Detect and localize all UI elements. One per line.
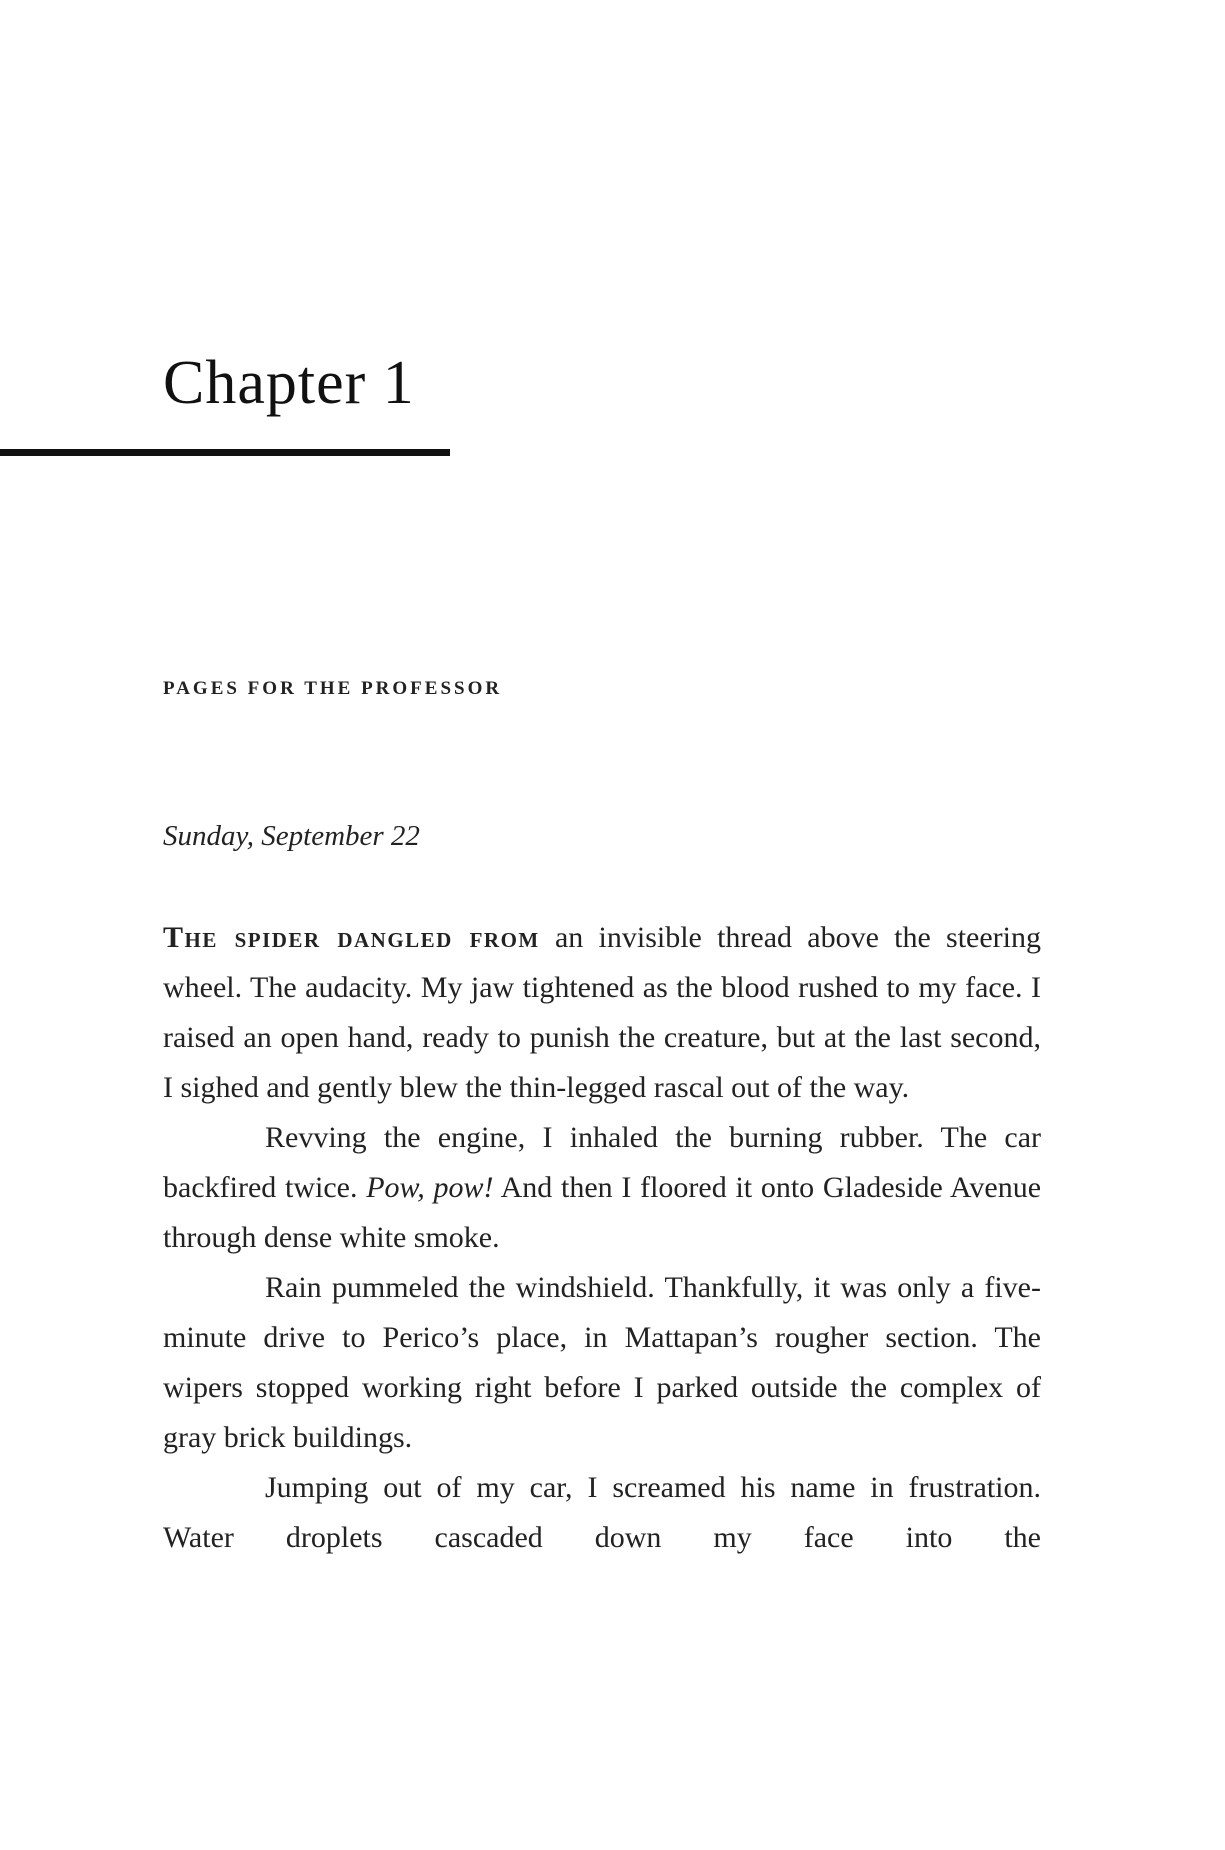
lead-in: The spider dangled from: [163, 921, 540, 954]
paragraph-2-text-after: And then I floored it onto Gladeside Avenue through dense white smoke.: [163, 1171, 1042, 1254]
paragraph-3: Rain pummeled the windshield. Thankfully, it was only a five-minute drive to Perico’s place, in Mattapan’s rougher section. The wipers stopped working right before I parked outside the complex of gray brick buildings.: [163, 1271, 1041, 1454]
paragraph-2: [163, 1113, 1041, 1263]
paragraph-1-text: an invisible thread above the steering wheel. The audacity. My jaw tightened as the blood rushed to my face. I raised an open hand, ready to punish the creature, but at the last second, I sighed and gently blew the thin-legged rascal out of the way.: [163, 921, 1041, 1104]
chapter-title: Chapter 1: [163, 349, 415, 417]
section-heading: PAGES FOR THE PROFESSOR: [163, 678, 503, 699]
paragraph-1: [163, 913, 1041, 1113]
paragraph-2-emphasis: Pow, pow!: [366, 1171, 494, 1204]
chapter-rule: [0, 449, 450, 456]
paragraph-4: Jumping out of my car, I screamed his name in frustration. Water droplets cascaded down my face into the: [163, 1471, 1041, 1554]
paragraph-2-text-before: Revving the engine, I inhaled the burning rubber. The car backfired twice.: [163, 1121, 1041, 1204]
dateline: Sunday, September 22: [163, 820, 420, 852]
body-text: [163, 913, 1041, 1563]
